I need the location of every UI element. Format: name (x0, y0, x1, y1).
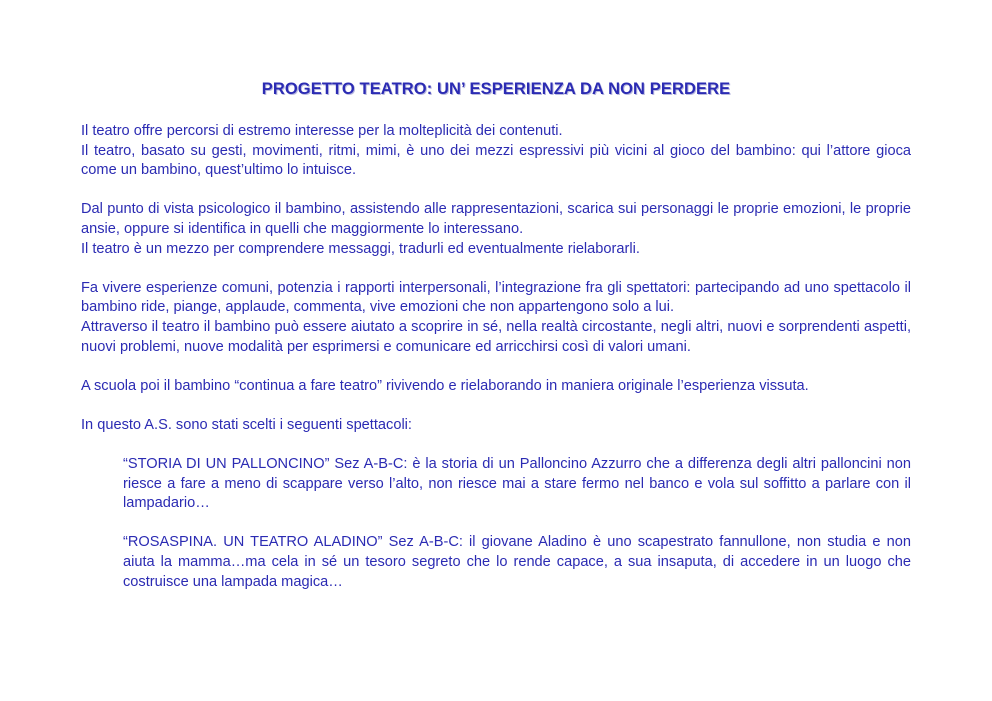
show-item-palloncino: “STORIA DI UN PALLONCINO” Sez A-B-C: è la storia di un Palloncino Azzurro che a differenza degli altri palloncini non riesce a fare a meno di scappare verso l’alto, non riesce mai a stare fermo nel banco e vola sul soffitto a parlare con il lampadario… (123, 456, 911, 512)
show-item-aladino: “ROSASPINA. UN TEATRO ALADINO” Sez A-B-C: il giovane Aladino è uno scapestrato fannullone, non studia e non aiuta la mamma…ma cela in sé un tesoro segreto che lo rende capace, a sua insaputa, di accedere in un luogo che costruisce una lampada magica… (123, 534, 911, 590)
paragraph-discovery: Attraverso il teatro il bambino può essere aiutato a scoprire in sé, nella realtà circostante, negli altri, nuovi e sorprendenti aspetti, nuovi problemi, nuove modalità per esprimersi e comunicare ed arricchirsi così di valori umani. (81, 318, 911, 355)
paragraph-messages: Il teatro è un mezzo per comprendere messaggi, tradurli ed eventualmente rielaborarli. (81, 240, 640, 257)
paragraph-intro: Il teatro offre percorsi di estremo interesse per la molteplicità dei contenuti. (81, 123, 563, 139)
paragraph-shows-intro: In questo A.S. sono stati scelti i seguenti spettacoli: (81, 416, 412, 433)
paragraph-experiences: Fa vivere esperienze comuni, potenzia i rapporti interpersonali, l’integrazione fra gli spettatori: partecipando ad uno spettacolo il bambino ride, piange, applaude, commenta, vive emozioni che non appartengono solo a lui. (81, 279, 911, 316)
paragraph-gap (81, 357, 911, 377)
paragraph-gestures: Il teatro, basato su gesti, movimenti, ritmi, mimi, è uno dei mezzi espressivi più vicini al gioco del bambino: qui l’attore gioca come un bambino, quest’ultimo lo intuisce. (81, 142, 911, 179)
paragraph-gap (81, 259, 911, 279)
document-title: PROGETTO TEATRO: UN’ ESPERIENZA DA NON PERDERE (261, 80, 731, 98)
document-body (81, 122, 911, 592)
paragraph-gap (81, 181, 911, 201)
paragraph-gap (81, 514, 911, 534)
paragraph-gap (81, 396, 911, 416)
paragraph-school: A scuola poi il bambino “continua a fare teatro” rivivendo e rielaborando in maniera originale l’esperienza vissuta. (81, 377, 809, 394)
paragraph-gap (81, 436, 911, 456)
paragraph-psychology: Dal punto di vista psicologico il bambino, assistendo alle rappresentazioni, scarica sui personaggi le proprie emozioni, le proprie ansie, oppure si identifica in quelli che maggiormente lo interessano. (81, 201, 911, 237)
